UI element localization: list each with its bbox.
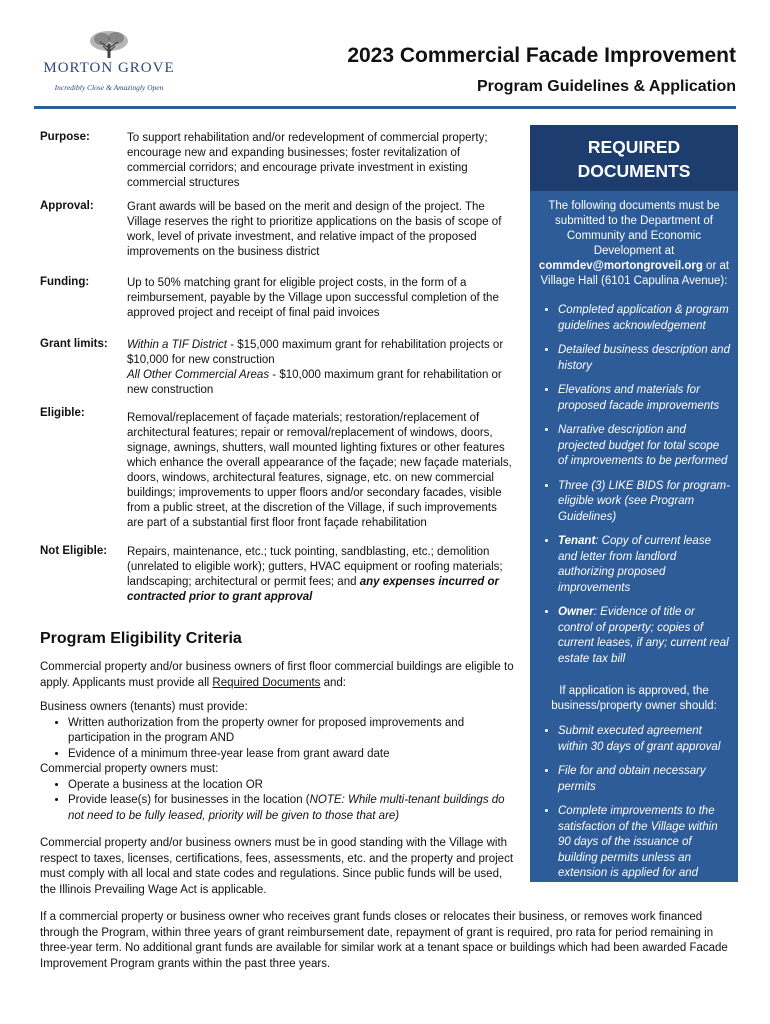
sidebar-heading: REQUIRED DOCUMENTS [530, 125, 738, 191]
morton-grove-logo [38, 30, 180, 100]
owner-list [40, 778, 520, 825]
tenant-doc-text: : Copy of current lease and letter from landlord authorizing proposed improvements [558, 535, 711, 594]
eligibility-intro-end: and: [320, 676, 346, 689]
document-item: • Elevations and materials for proposed facade improvements [558, 383, 730, 414]
not-eligible-text [127, 545, 512, 605]
document-item [558, 605, 730, 667]
sidebar-intro-end: or at Village Hall (6101 Capulina Avenue): [540, 260, 730, 287]
funding-label: Funding: [40, 276, 90, 288]
not-eligible-label: Not Eligible: [40, 545, 108, 557]
approved-heading: If application is approved, the business/property owner should: [551, 685, 717, 712]
repayment-footer: If a commercial property or business owner who receives grant funds closes or relocates their business, or removes work financed through the Program, within three years of grant reimbursement date, repayment of grant is required, pro rata for period remaining in three-year term. No additional grant funds are available for similar work at a tenant space or buildings which had been awarded Facade Improvement Program grants within the past three years. [40, 911, 728, 970]
other-areas-text: - $10,000 maximum grant for rehabilitation or new construction [127, 369, 502, 396]
owner-doc-text: : Evidence of title or control of property; copies of current leases, if any; current real estate tax bill [558, 606, 729, 665]
purpose-text: To support rehabilitation and/or redevelopment of commercial property; encourage new and expanding businesses; foster revitalization of commercial corridors; and encourage private investment in existing commercial structures [127, 132, 488, 189]
page-subtitle: Program Guidelines & Application [477, 78, 736, 95]
grant-limits-text [127, 338, 512, 398]
document-item: • Three (3) LIKE BIDS for program-eligible work (see Program Guidelines) [558, 479, 730, 526]
sidebar-intro [530, 191, 738, 289]
document-item: • Completed application & program guidelines acknowledgement [558, 303, 730, 334]
owner-item [68, 793, 520, 824]
eligibility-intro [40, 660, 520, 691]
required-documents-sidebar [530, 125, 738, 895]
document-item: • Narrative description and projected budget for total scope of improvements to be performed [558, 423, 730, 470]
eligibility-heading: Program Eligibility Criteria [40, 630, 242, 647]
eligible-text: Removal/replacement of façade materials; restoration/replacement of architectural features; repair or removal/replacement of windows, doors, signage, awnings, shutters, wall mounted lighting fixtures or other features which enhance the overall appearance of the façade; new façade materials, doors, windows, architectural features, signage, etc. on new commercial buildings; improvements to upper floors and/or secondary facades, visible from a public street, at the discretion of the Village, if such improvements are part of a substantial first floor front façade rehabilitation [127, 412, 512, 529]
post-approval-item: • Complete improvements to the satisfaction of the Village within 90 days of the issuance of building permits unless an extension is applied for and granted [558, 804, 730, 897]
owner-item-note: NOTE: While multi-tenant buildings do not need to be fully leased, priority will be given to those that are) [68, 794, 505, 822]
post-approval-list [530, 724, 738, 897]
grant-limits-label: Grant limits: [40, 338, 108, 350]
not-eligible-body: Repairs, maintenance, etc.; tuck pointing, sandblasting, etc.; demolition (unrelated to eligible work); gutters, HVAC equipment or roofing materials; landscaping; architectural or permit fees; and [127, 546, 503, 588]
owner-doc-label: Owner [558, 606, 594, 618]
not-eligible-emphasis: any expenses incurred or contracted prior to grant approval [127, 576, 500, 603]
eligible-label: Eligible: [40, 407, 85, 419]
approval-text: Grant awards will be based on the merit and design of the project. The Village reserves the right to prioritize applications on the basis of scope of work, level of private investment, and relative impact of the proposed improvements on the business district [127, 201, 502, 258]
tenant-requirements [40, 700, 520, 824]
owner-item: • Operate a business at the location OR [68, 778, 520, 794]
required-documents-list [530, 303, 738, 667]
logo-wordmark: MORTON GROVE [43, 60, 175, 76]
document-item [558, 534, 730, 596]
tenant-item: • Evidence of a minimum three-year lease from grant award date [68, 747, 520, 763]
other-areas-label: All Other Commercial Areas [127, 369, 270, 381]
logo-tagline: Incredibly Close & Amazingly Open [54, 83, 164, 92]
purpose-label: Purpose: [40, 131, 90, 143]
good-standing-text: Commercial property and/or business owners must be in good standing with the Village with respect to taxes, licenses, certifications, fees, assessments, etc. and the property and project must comply with all local and state codes and regulations. Since public funds will be used, the Illinois Prevailing Wage Act is applicable. [40, 837, 514, 896]
document-item: • Detailed business description and history [558, 343, 730, 374]
owner-item-text: Provide lease(s) for businesses in the location ( [68, 794, 310, 806]
eligibility-intro-text: Commercial property and/or business owners of first floor commercial buildings are eligible to apply. Applicants must provide all [40, 661, 514, 689]
tif-district-label: Within a TIF District [127, 339, 228, 351]
tif-district-text: - $15,000 maximum grant for rehabilitation projects or $10,000 for new construction [127, 339, 504, 366]
header-divider [34, 106, 736, 109]
post-approval-item: • Submit executed agreement within 30 days of grant approval [558, 724, 730, 755]
tree-icon [88, 30, 130, 60]
tenant-list [40, 716, 520, 763]
approval-label: Approval: [40, 200, 94, 212]
page-title: 2023 Commercial Facade Improvement [347, 44, 736, 67]
sidebar-intro-text: The following documents must be submitted to the Department of Community and Economic Development at [548, 200, 720, 257]
owners-heading: Commercial property owners must: [40, 763, 219, 775]
tenant-doc-label: Tenant [558, 535, 596, 547]
tenant-item: • Written authorization from the property owner for proposed improvements and participation in the program AND [68, 716, 520, 747]
tenants-heading: Business owners (tenants) must provide: [40, 701, 248, 713]
required-documents-link: Required Documents [212, 676, 321, 689]
contact-email[interactable]: commdev@mortongroveil.org [538, 260, 703, 272]
post-approval-item: • File for and obtain necessary permits [558, 764, 730, 795]
funding-text: Up to 50% matching grant for eligible project costs, in the form of a reimbursement, payable by the Village upon successful completion of the approved project and receipt of final paid invoices [127, 277, 499, 319]
